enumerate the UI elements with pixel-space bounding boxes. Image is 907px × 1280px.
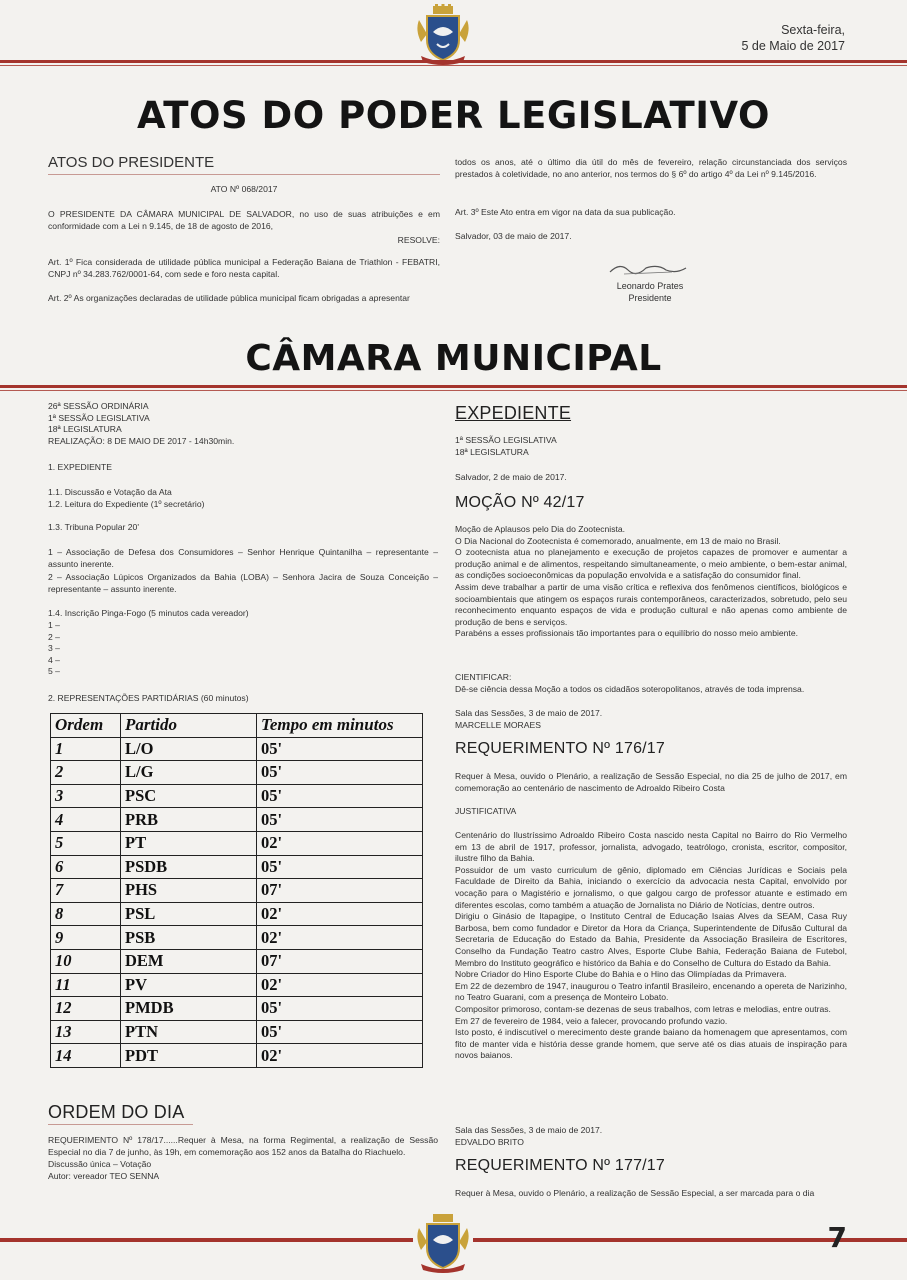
issue-date [741, 22, 845, 54]
cell-tempo: 02' [257, 926, 423, 950]
req176-request: Requer à Mesa, ouvido o Plenário, a realização de Sessão Especial, no dia 25 de julho de 2017, em comemoração ao centenário de nascimento de Adroaldo Ribeiro Costa [455, 771, 847, 793]
table-row [51, 784, 423, 808]
mocao-paragraph: Moção de Aplausos pelo Dia do Zootecnista. [455, 524, 626, 534]
table-row [51, 973, 423, 997]
cell-partido: PRB [121, 808, 257, 832]
cell-partido: L/G [121, 761, 257, 785]
mocao-paragraph: Parabéns a esses profissionais tão importantes para o equilíbrio do nosso meio ambiente. [455, 628, 798, 639]
table-row [51, 926, 423, 950]
cell-tempo: 02' [257, 1044, 423, 1068]
signer-name: Leonardo Prates [616, 281, 684, 291]
table-row [51, 831, 423, 855]
camara-thin-band [0, 390, 907, 391]
page-title: ATOS DO PODER LEGISLATIVO [137, 94, 770, 137]
cell-partido: PTN [121, 1020, 257, 1044]
party-table-header [51, 714, 423, 738]
cell-partido: PSC [121, 784, 257, 808]
cell-ordem: 10 [51, 949, 121, 973]
pinga-fogo-slot: 3 – [48, 643, 60, 654]
cell-partido: PV [121, 973, 257, 997]
ato-number: ATO Nº 068/2017 [210, 184, 278, 194]
req176-paragraph: Nobre Criador do Hino Esporte Clube do Bahia e o Hino das Olimpíadas da Primavera. [455, 969, 787, 980]
ordem-autor: Autor: vereador TEO SENNA [48, 1171, 160, 1181]
header-partido: Partido [121, 714, 257, 738]
cell-ordem: 12 [51, 997, 121, 1021]
cell-tempo: 05' [257, 997, 423, 1021]
section-rule [48, 174, 440, 175]
cell-tempo: 02' [257, 973, 423, 997]
cell-tempo: 07' [257, 949, 423, 973]
req177-title: REQUERIMENTO Nº 177/17 [455, 1157, 666, 1174]
pinga-fogo-slot: 4 – [48, 654, 60, 665]
tribuna-heading: 1.3. Tribuna Popular 20' [48, 522, 139, 532]
req176-justificativa: JUSTIFICATIVA [455, 806, 517, 816]
cell-ordem: 8 [51, 902, 121, 926]
ato-intro: O PRESIDENTE DA CÂMARA MUNICIPAL DE SALVADOR, no uso de suas atribuições e em conformidade com a Lei n 9.145, de 18 de agosto de 2016, [48, 209, 440, 231]
cell-partido: L/O [121, 737, 257, 761]
cell-partido: PSL [121, 902, 257, 926]
mocao-body [455, 524, 847, 640]
expediente-item: 1. EXPEDIENTE [48, 462, 112, 472]
req176-paragraph: Em 27 de fevereiro de 1984, veio a falecer, provocando profundo vazio. [455, 1015, 728, 1026]
cell-partido: PT [121, 831, 257, 855]
cell-tempo: 05' [257, 808, 423, 832]
ato-art1: Art. 1º Fica considerada de utilidade pública municipal a Federação Baiana de Triathlon - FEBATRI, CNPJ nº 34.283.762/0001-64, com sede e foro nesta capital. [48, 257, 440, 279]
mocao-cientificar-block [455, 672, 847, 695]
cell-partido: PMDB [121, 997, 257, 1021]
table-row [51, 855, 423, 879]
expediente-line: 18ª LEGISLATURA [455, 446, 529, 457]
cell-ordem: 3 [51, 784, 121, 808]
req176-paragraph: Dirigiu o Ginásio de Itapagipe, o Instituto Central de Educação Isaias Alves da SEAM, Casa Ruy Barbosa, bem como fundador e Diretor da Hora da Criança, Superintendente de Difusão Cultural da Secretaria de Educação do Estado da Bahia, Presidente da Associação Brasileira de Escritores, Conselho da Fundação Teatro castro Alves, Esporte Clube Bahia, Federação Baiana de Futebol, Membro do Instituto geográfico e histórico da Bahia e do Conselho de Cultura do Estado da Bahia. [455, 911, 847, 968]
ato-resolve: RESOLVE: [397, 235, 440, 245]
agenda-item: 1.2. Leitura do Expediente (1º secretário) [48, 498, 205, 509]
expediente-line: 1ª SESSÃO LEGISLATIVA [455, 435, 557, 445]
session-line: 26ª SESSÃO ORDINÁRIA [48, 401, 149, 411]
signer-block [590, 280, 710, 304]
tribuna-item-2: 2 – Associação Lúpicos Organizados da Bahia (LOBA) – Senhora Jacira de Souza Conceição – representante – assunto inerente. [48, 572, 438, 594]
cell-partido: DEM [121, 949, 257, 973]
agenda-items [48, 487, 204, 510]
expediente-place-date: Salvador, 2 de maio de 2017. [455, 472, 567, 482]
session-line: 1ª SESSÃO LEGISLATIVA [48, 412, 150, 423]
req176-paragraph: Em 22 de dezembro de 1947, inaugurou o Teatro infantil Brasileiro, encenando a opereta de Narizinho, no Teatro Guarani, com a presença de Monteiro Lobato. [455, 980, 847, 1003]
header-red-band [0, 60, 907, 63]
req176-body [455, 830, 847, 1062]
mocao-paragraph: Assim deve trabalhar a partir de uma visão crítica e reflexiva dos fenômenos científicos, biológicos e socioambientais que atingem os espaços rurais contemporâneos, caracterizados, sobretudo, pelo seu reconhecimento enquanto espaços de vida e produção cultural e não apenas como ambiente de produção de bens e serviços. [455, 581, 847, 627]
mocao-paragraph: Dê-se ciência dessa Moção a todos os cidadãos soteropolitanos, através de toda imprensa. [455, 683, 805, 694]
ato-place-date: Salvador, 03 de maio de 2017. [455, 231, 572, 241]
representacoes-heading: 2. REPRESENTAÇÕES PARTIDÁRIAS (60 minutos) [48, 693, 249, 703]
req176-title: REQUERIMENTO Nº 176/17 [455, 740, 666, 757]
table-row [51, 737, 423, 761]
req176-signature-block [455, 1125, 602, 1148]
req176-paragraph: Centenário do Ilustríssimo Adroaldo Ribeiro Costa nascido nesta Capital no Bairro do Rio Vermelho em 13 de abril de 1917, professor, jornalista, advogado, teatrólogo, cronista, escritor, compositor, ilustre filho da Bahia. [455, 830, 847, 864]
cell-partido: PHS [121, 879, 257, 903]
table-row [51, 1020, 423, 1044]
camara-title: CÂMARA MUNICIPAL [245, 338, 662, 379]
header-tempo: Tempo em minutos [257, 714, 423, 738]
cell-ordem: 13 [51, 1020, 121, 1044]
cell-ordem: 5 [51, 831, 121, 855]
cell-tempo: 05' [257, 784, 423, 808]
cell-tempo: 02' [257, 902, 423, 926]
cell-tempo: 05' [257, 761, 423, 785]
cell-tempo: 07' [257, 879, 423, 903]
pinga-fogo-slot: 5 – [48, 666, 60, 677]
session-line: 18ª LEGISLATURA [48, 424, 122, 435]
cell-tempo: 05' [257, 855, 423, 879]
tribuna-item-1: 1 – Associação de Defesa dos Consumidores – Senhor Henrique Quintanilha – representante – assunto inerente. [48, 547, 438, 569]
expediente-title: EXPEDIENTE [455, 403, 572, 423]
mocao-cientificar: CIENTIFICAR: [455, 672, 512, 682]
pinga-fogo-slot: 2 – [48, 631, 60, 642]
date: 5 de Maio de 2017 [741, 39, 845, 53]
ato-art3: Art. 3º Este Ato entra em vigor na data da sua publicação. [455, 207, 676, 217]
section-atos-presidente: ATOS DO PRESIDENTE [48, 154, 215, 171]
mocao-title: MOÇÃO Nº 42/17 [455, 494, 585, 511]
cell-partido: PSB [121, 926, 257, 950]
coat-of-arms-footer-icon [413, 1212, 473, 1274]
ato-art2: Art. 2º As organizações declaradas de utilidade pública municipal ficam obrigadas a apresentar [48, 293, 410, 303]
req176-paragraph: Compositor primoroso, contam-se dezenas de seus trabalhos, com letras e melodias, entre outras. [455, 1003, 831, 1014]
mocao-sala: Sala das Sessões, 3 de maio de 2017. [455, 708, 603, 718]
table-row [51, 902, 423, 926]
mocao-paragraph: O zootecnista atua no planejamento e execução de projetos capazes de promover e aumentar a produção animal e de alimentos, respeitando simultaneamente, o meio ambiente, o bem-estar animal, as condições socioeconômicas da população envolvida e a satisfação do consumidor final. [455, 547, 847, 581]
cell-ordem: 9 [51, 926, 121, 950]
weekday: Sexta-feira, [781, 23, 845, 37]
cell-ordem: 2 [51, 761, 121, 785]
req176-paragraph: Isto posto, é indiscutível o merecimento deste grande baiano da homenagem que apresentamos, com fito de manter vida e história desse grande homem, que serve até os dias atuais de inspiração para novos baianos. [455, 1027, 847, 1061]
signer-role: Presidente [628, 293, 672, 303]
mocao-signature-block [455, 708, 602, 731]
agenda-item: 1.1. Discussão e Votação da Ata [48, 487, 172, 497]
req176-author: EDVALDO BRITO [455, 1136, 524, 1147]
cell-ordem: 6 [51, 855, 121, 879]
pinga-fogo-slot: 1 – [48, 620, 60, 630]
ordem-rule [48, 1124, 193, 1125]
ordem-discussao: Discussão única – Votação [48, 1159, 152, 1169]
req176-sala: Sala das Sessões, 3 de maio de 2017. [455, 1125, 603, 1135]
req176-paragraph: Possuidor de um vasto curriculum de gênio, diplomado em Ciências Jurídicas e Sociais pela Faculdade de Direito da Bahia, iniciando o exercício da advocacia nesta Capital, envolvido por vocação para o Magistério e jornalismo, o que galgou cargo de professor atuante e estimado em diferentes escolas, como também a atuação de Jornalista no Diário de Notícias, dentre outros. [455, 864, 847, 910]
table-row [51, 1044, 423, 1068]
expediente-lines [455, 435, 557, 458]
cell-ordem: 14 [51, 1044, 121, 1068]
req177-request: Requer à Mesa, ouvido o Plenário, a realização de Sessão Especial, a ser marcada para o dia [455, 1188, 815, 1198]
ato-art2-continued: todos os anos, até o último dia útil do mês de fevereiro, relação circunstanciada dos serviços prestados à coletividade, no ano anterior, nos termos do § 6º do artigo 4º da Lei nº 9.145/2016. [455, 157, 847, 179]
party-table [50, 713, 423, 1068]
header-thin-band [0, 65, 907, 66]
pinga-fogo-list [48, 620, 60, 678]
page-number: 7 [827, 1221, 847, 1254]
header-ordem: Ordem [51, 714, 121, 738]
cell-tempo: 05' [257, 1020, 423, 1044]
cell-ordem: 7 [51, 879, 121, 903]
session-info [48, 401, 438, 447]
table-row [51, 761, 423, 785]
pinga-fogo-heading: 1.4. Inscrição Pinga-Fogo (5 minutos cada vereador) [48, 608, 249, 618]
mocao-author: MARCELLE MORAES [455, 719, 541, 730]
cell-partido: PDT [121, 1044, 257, 1068]
table-row [51, 949, 423, 973]
coat-of-arms-icon [413, 4, 473, 66]
table-row [51, 879, 423, 903]
cell-ordem: 4 [51, 808, 121, 832]
mocao-paragraph: O Dia Nacional do Zootecnista é comemorado, anualmente, em 13 de maio no Brasil. [455, 535, 781, 546]
cell-ordem: 11 [51, 973, 121, 997]
table-row [51, 997, 423, 1021]
signature-icon [606, 258, 688, 280]
table-row [51, 808, 423, 832]
cell-partido: PSDB [121, 855, 257, 879]
ordem-do-dia-title: ORDEM DO DIA [48, 1102, 185, 1122]
camara-red-band [0, 385, 907, 388]
cell-tempo: 05' [257, 737, 423, 761]
cell-ordem: 1 [51, 737, 121, 761]
ordem-text: REQUERIMENTO Nº 178/17......Requer à Mesa, na forma Regimental, a realização de Sessão Especial no dia 7 de junho, às 19h, em comemoração aos 152 anos da Batalha do Riachuelo. [48, 1135, 438, 1157]
session-line: REALIZAÇÃO: 8 DE MAIO DE 2017 - 14h30min. [48, 435, 235, 446]
cell-tempo: 02' [257, 831, 423, 855]
